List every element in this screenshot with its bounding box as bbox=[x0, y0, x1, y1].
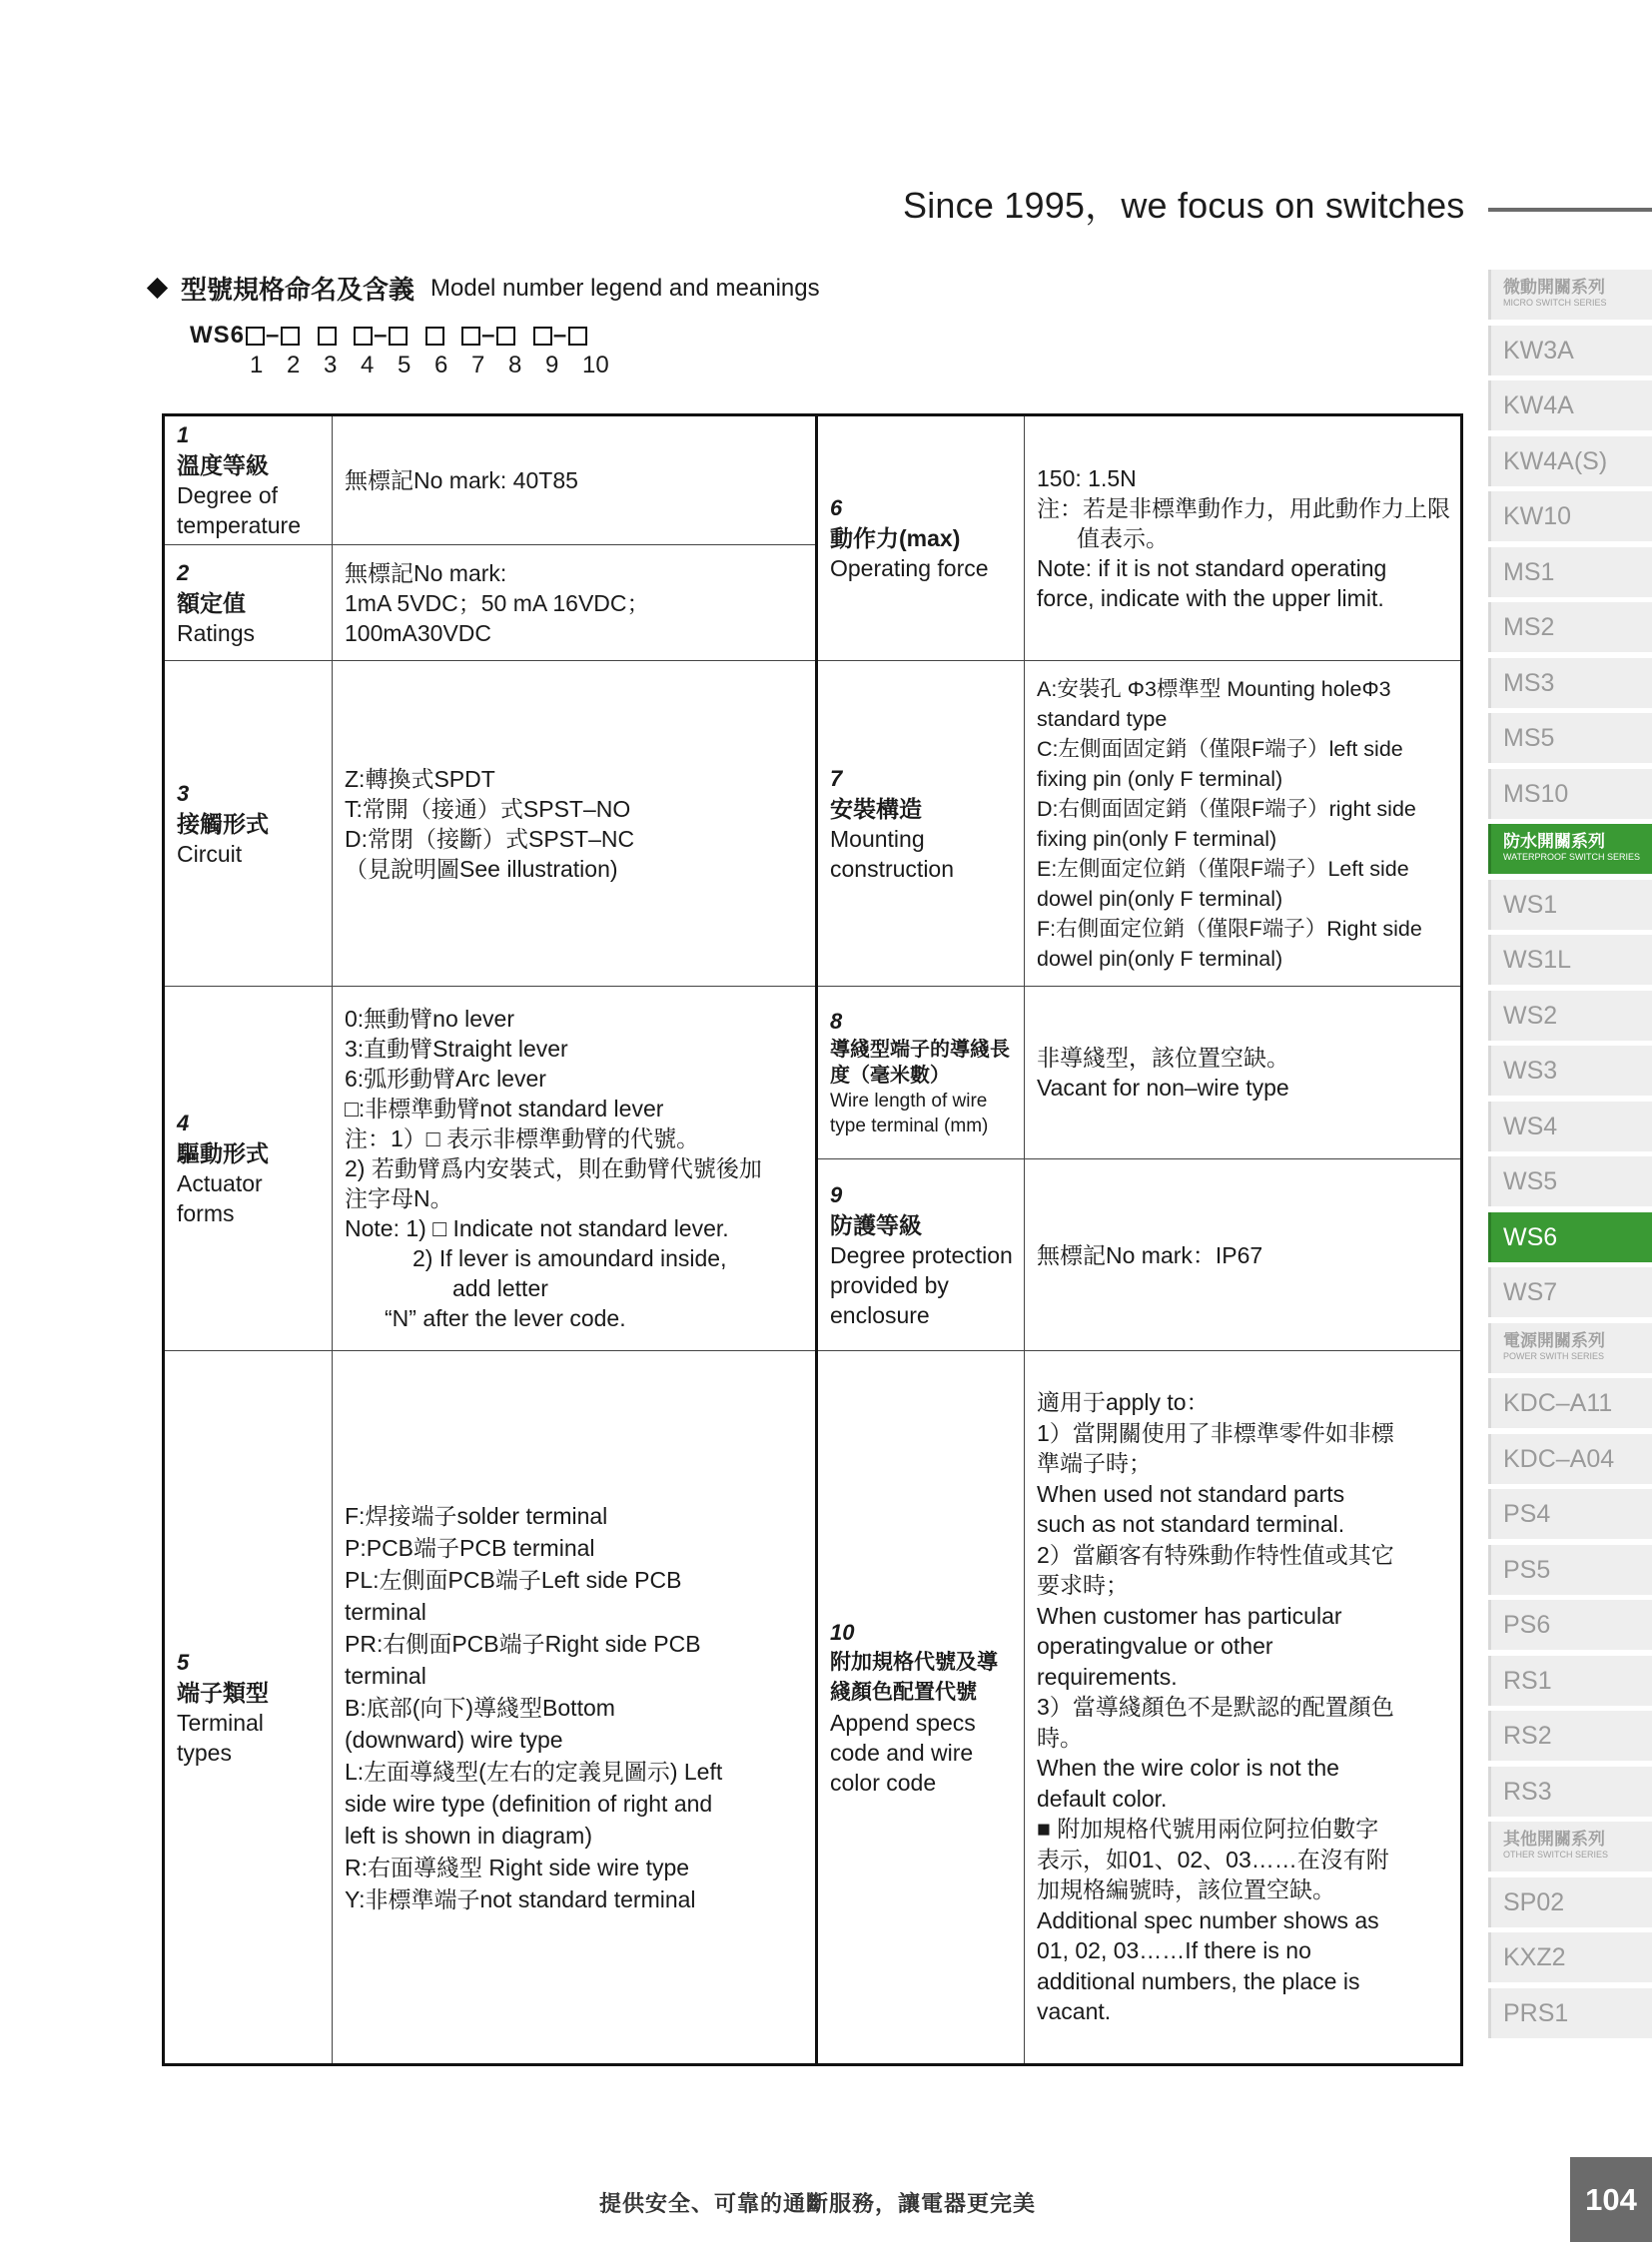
row7-num: 7 bbox=[830, 765, 843, 791]
row6-zh: 動作力(max) bbox=[830, 525, 961, 551]
sidebar-item-ws3[interactable]: WS3 bbox=[1488, 1046, 1652, 1096]
row5-label bbox=[164, 1351, 333, 2065]
code-box-icon bbox=[496, 327, 515, 346]
row10-line: When used not standard parts bbox=[1037, 1480, 1345, 1507]
row6-line: force, indicate with the upper limit. bbox=[1037, 585, 1384, 611]
row5-line: P:PCB端子PCB terminal bbox=[345, 1534, 595, 1561]
row6-line: 注：若是非標準動作力，用此動作力上限 bbox=[1037, 495, 1450, 521]
sidebar-item-ps5[interactable]: PS5 bbox=[1488, 1545, 1652, 1595]
row7-line: A:安裝孔 Φ3標準型 Mounting holeΦ3 bbox=[1037, 676, 1391, 701]
sidebar-head-en: MICRO SWITCH SERIES bbox=[1503, 298, 1607, 308]
sidebar-head-en: OTHER SWITCH SERIES bbox=[1503, 1850, 1609, 1860]
row4-zh: 驅動形式 bbox=[177, 1140, 269, 1166]
row8-en: Wire length of wire type terminal (mm) bbox=[830, 1091, 989, 1136]
code-digits bbox=[250, 352, 619, 379]
diamond-bullet-icon bbox=[147, 278, 168, 299]
row10-line: 準端子時； bbox=[1037, 1450, 1152, 1477]
row4-line: 0:無動臂no lever bbox=[345, 1006, 515, 1032]
page-number: 104 bbox=[1570, 2157, 1652, 2242]
row10-line: operatingvalue or other bbox=[1037, 1633, 1273, 1660]
sidebar-head-zh: 防水開關系列 bbox=[1503, 832, 1605, 851]
code-digit: 9 bbox=[545, 352, 559, 378]
sidebar-head-en: POWER SWITH SERIES bbox=[1503, 1350, 1605, 1361]
row10-line: 適用于apply to： bbox=[1037, 1389, 1210, 1416]
row5-num: 5 bbox=[177, 1649, 190, 1675]
row6-value bbox=[1025, 415, 1462, 661]
sidebar-item-rs1[interactable]: RS1 bbox=[1488, 1656, 1652, 1706]
row4-num: 4 bbox=[177, 1111, 190, 1135]
row7-en: Mounting construction bbox=[830, 825, 955, 882]
sidebar-item-ms10[interactable]: MS10 bbox=[1488, 769, 1652, 819]
row7-label bbox=[817, 661, 1025, 987]
row7-line: standard type bbox=[1037, 706, 1168, 731]
row4-line: Note: 1) □ Indicate not standard lever. bbox=[345, 1215, 729, 1241]
row4-line: add letter bbox=[452, 1275, 548, 1301]
row10-line: such as not standard terminal. bbox=[1037, 1511, 1345, 1538]
sidebar-item-rs2[interactable]: RS2 bbox=[1488, 1711, 1652, 1761]
sidebar-item-rs3[interactable]: RS3 bbox=[1488, 1767, 1652, 1817]
row5-line: PL:左側面PCB端子Left side PCB bbox=[345, 1566, 682, 1593]
row4-line: 3:直動臂Straight lever bbox=[345, 1036, 568, 1062]
row10-line: 要求時； bbox=[1037, 1572, 1129, 1599]
row10-line: When the wire color is not the bbox=[1037, 1755, 1339, 1782]
code-box-icon bbox=[389, 327, 408, 346]
row2-num: 2 bbox=[177, 559, 190, 585]
row10-line: 01, 02, 03……If there is no bbox=[1037, 1937, 1311, 1964]
row1-num: 1 bbox=[177, 422, 190, 447]
row9-zh: 防護等級 bbox=[830, 1211, 922, 1238]
row5-line: F:焊接端子solder terminal bbox=[345, 1502, 608, 1529]
row5-line: terminal bbox=[345, 1598, 426, 1625]
sidebar-item-ms2[interactable]: MS2 bbox=[1488, 602, 1652, 652]
sidebar-item-ws5[interactable]: WS5 bbox=[1488, 1156, 1652, 1206]
sidebar-item-ws1l[interactable]: WS1L bbox=[1488, 935, 1652, 985]
row5-line: (downward) wire type bbox=[345, 1726, 563, 1753]
code-digit: 8 bbox=[508, 352, 522, 378]
row5-zh: 端子類型 bbox=[177, 1679, 269, 1706]
row7-line: F:右側面定位銷（僅限F端子）Right side bbox=[1037, 916, 1422, 941]
row3-line: T:常開（接通）式SPST–NO bbox=[345, 795, 631, 822]
sidebar-item-ws7[interactable]: WS7 bbox=[1488, 1267, 1652, 1317]
row8-label bbox=[817, 987, 1025, 1159]
row5-en: Terminal types bbox=[177, 1709, 264, 1766]
code-box-icon bbox=[281, 327, 300, 346]
header-rule bbox=[1488, 208, 1652, 212]
row5-line: R:右面導綫型 Right side wire type bbox=[345, 1854, 690, 1880]
row3-label bbox=[164, 661, 333, 987]
sidebar-head-zh: 電源開關系列 bbox=[1503, 1330, 1605, 1350]
row2-line: 100mA30VDC bbox=[345, 619, 492, 646]
sidebar-head-power[interactable] bbox=[1488, 1323, 1652, 1373]
row10-line: ■ 附加規格代號用兩位阿拉伯數字 bbox=[1037, 1816, 1379, 1843]
code-box-icon bbox=[461, 327, 480, 346]
code-box-icon bbox=[354, 327, 373, 346]
row9-label bbox=[817, 1159, 1025, 1351]
row10-line: vacant. bbox=[1037, 1998, 1112, 2025]
sidebar-item-ms1[interactable]: MS1 bbox=[1488, 547, 1652, 597]
row10-zh: 附加規格代號及導綫顏色配置代號 bbox=[830, 1650, 998, 1704]
row1-label bbox=[164, 415, 333, 545]
model-code: WS6 – – – – bbox=[190, 322, 588, 350]
code-box-icon bbox=[568, 327, 587, 346]
row7-line: fixing pin(only F terminal) bbox=[1037, 826, 1277, 851]
row2-en: Ratings bbox=[177, 619, 255, 646]
sidebar-item-kxz2[interactable]: KXZ2 bbox=[1488, 1932, 1652, 1982]
footer-slogan: 提供安全、可靠的通斷服務，讓電器更完美 bbox=[599, 2191, 1037, 2216]
row5-line: Y:非標準端子not standard terminal bbox=[345, 1885, 696, 1912]
row2-label bbox=[164, 545, 333, 661]
row5-line: B:底部(向下)導綫型Bottom bbox=[345, 1694, 615, 1721]
code-digit: 1 bbox=[250, 352, 264, 378]
row10-line: 時。 bbox=[1037, 1724, 1083, 1751]
legend-title bbox=[150, 270, 820, 307]
row10-line: requirements. bbox=[1037, 1663, 1178, 1690]
row9-value: 無標記No mark：IP67 bbox=[1025, 1159, 1462, 1351]
code-digit: 3 bbox=[324, 352, 338, 378]
row5-line: terminal bbox=[345, 1662, 426, 1689]
row4-line: 6:弧形動臂Arc lever bbox=[345, 1066, 546, 1092]
row4-en: Actuator forms bbox=[177, 1170, 263, 1226]
row10-line: When customer has particular bbox=[1037, 1602, 1342, 1629]
header-slogan: Since 1995，we focus on switches bbox=[903, 185, 1465, 226]
row10-line: default color. bbox=[1037, 1785, 1168, 1812]
row5-line: L:左面導綫型(左右的定義見圖示) Left bbox=[345, 1758, 723, 1785]
row1-en: Degree of temperature bbox=[177, 482, 302, 538]
code-box-icon bbox=[533, 327, 552, 346]
sidebar-head-zh: 微動開關系列 bbox=[1503, 278, 1605, 297]
sidebar-item-ws4[interactable]: WS4 bbox=[1488, 1102, 1652, 1151]
row10-label bbox=[817, 1351, 1025, 2065]
row3-num: 3 bbox=[177, 780, 190, 806]
row6-line: Note: if it is not standard operating bbox=[1037, 555, 1387, 581]
sidebar-item-kw4a-s[interactable]: KW4A(S) bbox=[1488, 436, 1652, 486]
row4-line: □:非標準動臂not standard lever bbox=[345, 1096, 664, 1121]
legend-title-zh: 型號規格命名及含義 bbox=[181, 275, 415, 305]
row3-line: （見說明圖See illustration) bbox=[345, 855, 618, 882]
sidebar-item-prs1[interactable]: PRS1 bbox=[1488, 1988, 1652, 2038]
sidebar-item-ms5[interactable]: MS5 bbox=[1488, 713, 1652, 763]
row8-value bbox=[1025, 987, 1462, 1159]
sidebar-item-sp02[interactable]: SP02 bbox=[1488, 1877, 1652, 1927]
sidebar-head-zh: 其他開關系列 bbox=[1503, 1830, 1605, 1849]
row4-label bbox=[164, 987, 333, 1351]
row5-line: side wire type (definition of right and bbox=[345, 1790, 713, 1817]
sidebar-item-kw10[interactable]: KW10 bbox=[1488, 491, 1652, 541]
row9-num: 9 bbox=[830, 1181, 843, 1207]
code-digit: 4 bbox=[361, 352, 375, 378]
row10-en: Append specs code and wire color code bbox=[830, 1709, 976, 1796]
row7-line: fixing pin (only F terminal) bbox=[1037, 766, 1283, 791]
sidebar-head-other[interactable] bbox=[1488, 1822, 1652, 1871]
sidebar-item-ps4[interactable]: PS4 bbox=[1488, 1489, 1652, 1539]
sidebar-item-ws1[interactable]: WS1 bbox=[1488, 880, 1652, 930]
row4-line: “N” after the lever code. bbox=[385, 1305, 626, 1331]
row10-line: 3）當導綫顏色不是默認的配置顏色 bbox=[1037, 1694, 1394, 1721]
sidebar-item-kdc-a11[interactable]: KDC–A11 bbox=[1488, 1378, 1652, 1428]
spec-table bbox=[162, 413, 1463, 2066]
row2-line: 1mA 5VDC；50 mA 16VDC； bbox=[345, 589, 650, 616]
row8-num: 8 bbox=[830, 1009, 843, 1034]
series-sidebar bbox=[1488, 270, 1652, 2043]
code-digit: 5 bbox=[398, 352, 412, 378]
row5-value bbox=[333, 1351, 817, 2065]
row1-zh: 溫度等級 bbox=[177, 452, 269, 478]
code-digit: 2 bbox=[287, 352, 301, 378]
sidebar-item-ws6[interactable]: WS6 bbox=[1488, 1212, 1652, 1262]
row5-line: left is shown in diagram) bbox=[345, 1822, 592, 1849]
sidebar-item-ms3[interactable]: MS3 bbox=[1488, 658, 1652, 708]
row3-line: Z:轉換式SPDT bbox=[345, 765, 495, 792]
row10-line: additional numbers, the place is bbox=[1037, 1967, 1360, 1994]
row10-line: 加規格編號時，該位置空缺。 bbox=[1037, 1876, 1335, 1903]
code-box-icon bbox=[425, 327, 444, 346]
row2-line: 無標記No mark: bbox=[345, 559, 507, 586]
row3-zh: 接觸形式 bbox=[177, 810, 269, 837]
sidebar-item-kw4a[interactable]: KW4A bbox=[1488, 380, 1652, 430]
sidebar-item-kw3a[interactable]: KW3A bbox=[1488, 326, 1652, 375]
row7-line: D:右側面固定銷（僅限F端子）right side bbox=[1037, 796, 1416, 821]
code-box-icon bbox=[246, 327, 265, 346]
row10-line: 2）當顧客有特殊動作特性值或其它 bbox=[1037, 1541, 1394, 1568]
row1-value: 無標記No mark: 40T85 bbox=[333, 415, 817, 545]
row8-line: Vacant for non–wire type bbox=[1037, 1075, 1289, 1101]
row3-line: D:常閉（接斷）式SPST–NC bbox=[345, 825, 635, 852]
row2-zh: 額定值 bbox=[177, 589, 246, 616]
legend-title-en: Model number legend and meanings bbox=[430, 274, 820, 302]
sidebar-item-ps6[interactable]: PS6 bbox=[1488, 1600, 1652, 1650]
row10-num: 10 bbox=[830, 1619, 855, 1645]
row4-line: 注字母N。 bbox=[345, 1185, 453, 1211]
row10-line: 1）當開關使用了非標準零件如非標 bbox=[1037, 1419, 1394, 1446]
row5-line: PR:右側面PCB端子Right side PCB bbox=[345, 1630, 701, 1657]
row4-line: 注：1）□ 表示非標準動臂的代號。 bbox=[345, 1125, 700, 1151]
row2-value bbox=[333, 545, 817, 661]
row6-label bbox=[817, 415, 1025, 661]
row10-line: 表示，如01、02、03……在沒有附 bbox=[1037, 1846, 1389, 1872]
row6-en: Operating force bbox=[830, 555, 989, 581]
row8-line: 非導綫型，該位置空缺。 bbox=[1037, 1045, 1289, 1071]
row3-en: Circuit bbox=[177, 840, 243, 867]
row10-line: Additional spec number shows as bbox=[1037, 1906, 1379, 1933]
row7-line: C:左側面固定銷（僅限F端子）left side bbox=[1037, 736, 1403, 761]
model-code-prefix: WS6 bbox=[190, 322, 246, 349]
sidebar-item-kdc-a04[interactable]: KDC–A04 bbox=[1488, 1434, 1652, 1484]
row4-value bbox=[333, 987, 817, 1351]
row6-line: 150: 1.5N bbox=[1037, 465, 1137, 491]
row8-zh: 導綫型端子的導綫長度（毫米數） bbox=[830, 1039, 1010, 1087]
row7-value bbox=[1025, 661, 1462, 987]
row7-line: dowel pin(only F terminal) bbox=[1037, 946, 1283, 971]
row4-line: 2) If lever is amoundard inside, bbox=[413, 1245, 727, 1271]
row7-line: E:左側面定位銷（僅限F端子）Left side bbox=[1037, 856, 1409, 881]
sidebar-head-micro[interactable] bbox=[1488, 270, 1652, 320]
code-digit: 6 bbox=[434, 352, 448, 378]
row9-en: Degree protection provided by enclosure bbox=[830, 1241, 1013, 1328]
row3-value bbox=[333, 661, 817, 987]
code-box-icon bbox=[318, 327, 337, 346]
row10-value bbox=[1025, 1351, 1462, 2065]
sidebar-head-en: WATERPROOF SWITCH SERIES bbox=[1503, 852, 1641, 862]
code-digit: 7 bbox=[471, 352, 485, 378]
sidebar-item-ws2[interactable]: WS2 bbox=[1488, 991, 1652, 1041]
code-digit: 10 bbox=[582, 352, 609, 378]
sidebar-head-waterproof[interactable] bbox=[1488, 824, 1652, 874]
row4-line: 2) 若動臂爲内安裝式，則在動臂代號後加 bbox=[345, 1155, 762, 1181]
row6-line: 值表示。 bbox=[1077, 525, 1169, 551]
row6-num: 6 bbox=[830, 495, 843, 520]
row7-zh: 安裝構造 bbox=[830, 795, 922, 822]
row7-line: dowel pin(only F terminal) bbox=[1037, 886, 1283, 911]
